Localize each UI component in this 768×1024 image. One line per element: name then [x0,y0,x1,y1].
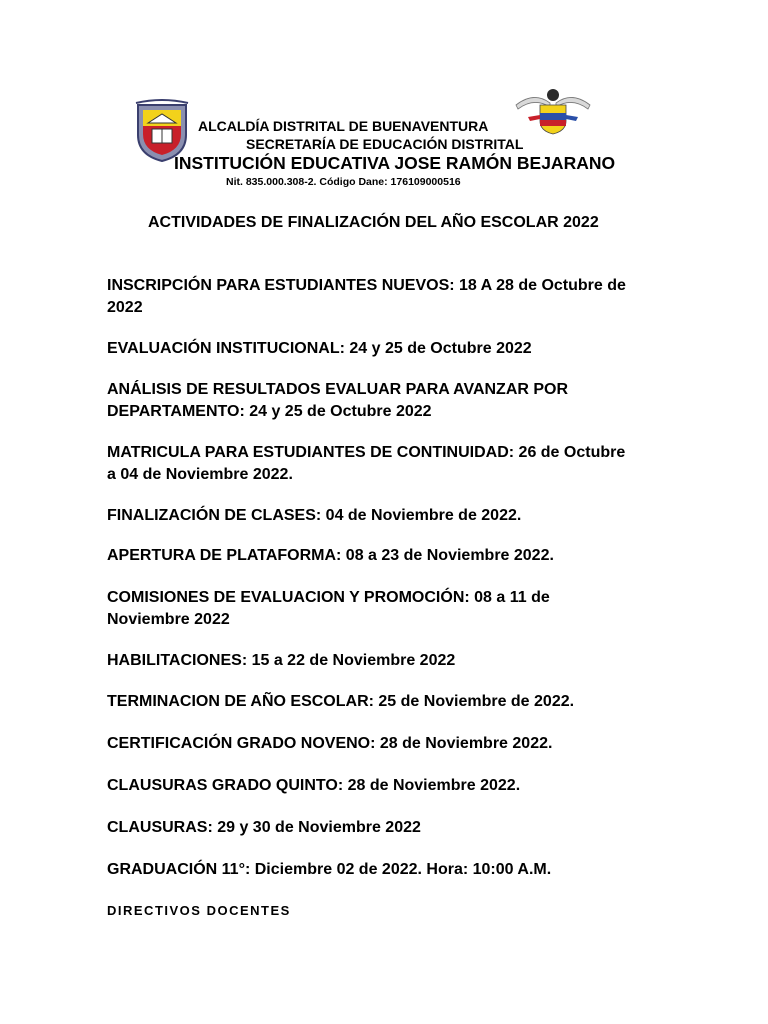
activity-line: GRADUACIÓN 11°: Diciembre 02 de 2022. Hora: 10:00 A.M. [107,861,552,878]
activity-line: 2022 [107,299,143,316]
header-institution-name: INSTITUCIÓN EDUCATIVA JOSE RAMÓN BEJARANO [174,153,616,173]
activity-line: COMISIONES DE EVALUACION Y PROMOCIÓN: 08 a 11 de [107,589,550,606]
activity-item [107,859,697,881]
activity-item [107,379,697,423]
activity-line: CLAUSURAS: 29 y 30 de Noviembre 2022 [107,819,421,836]
activity-item [107,587,697,631]
activity-item [107,442,697,486]
activity-item [107,817,697,839]
activity-item [107,775,697,797]
activity-line: APERTURA DE PLATAFORMA: 08 a 23 de Noviembre 2022. [107,547,554,564]
activity-line: INSCRIPCIÓN PARA ESTUDIANTES NUEVOS: 18 A 28 de Octubre de [107,277,626,294]
activity-line: EVALUACIÓN INSTITUCIONAL: 24 y 25 de Octubre 2022 [107,340,532,357]
header-municipality: ALCALDÍA DISTRITAL DE BUENAVENTURA [198,118,489,134]
activity-line: DEPARTAMENTO: 24 y 25 de Octubre 2022 [107,403,432,420]
activity-line: Noviembre 2022 [107,611,230,628]
document-title: ACTIVIDADES DE FINALIZACIÓN DEL AÑO ESCOLAR 2022 [148,214,599,231]
activity-line: CLAUSURAS GRADO QUINTO: 28 de Noviembre 2022. [107,777,521,794]
header-identifiers: Nit. 835.000.308-2. Código Dane: 176109000516 [226,176,461,188]
signoff-label: DIRECTIVOS DOCENTES [107,903,291,918]
activity-line: HABILITACIONES: 15 a 22 de Noviembre 2022 [107,652,456,669]
activity-line: MATRICULA PARA ESTUDIANTES DE CONTINUIDAD: 26 de Octubre [107,444,626,461]
activity-line: FINALIZACIÓN DE CLASES: 04 de Noviembre de 2022. [107,507,522,524]
activity-line: ANÁLISIS DE RESULTADOS EVALUAR PARA AVANZAR POR [107,381,569,398]
activity-line: CERTIFICACIÓN GRADO NOVENO: 28 de Noviembre 2022. [107,735,553,752]
activity-item [107,691,697,713]
activity-item [107,338,697,360]
activity-item [107,505,697,527]
activity-line: a 04 de Noviembre 2022. [107,466,293,483]
activity-line: TERMINACION DE AÑO ESCOLAR: 25 de Noviembre de 2022. [107,693,575,710]
activity-item [107,545,697,567]
header-secretariat: SECRETARÍA DE EDUCACIÓN DISTRITAL [246,136,524,152]
activity-item [107,275,697,319]
colombia-coat-of-arms-icon [514,87,592,135]
activity-item [107,733,697,755]
activity-item [107,650,697,672]
